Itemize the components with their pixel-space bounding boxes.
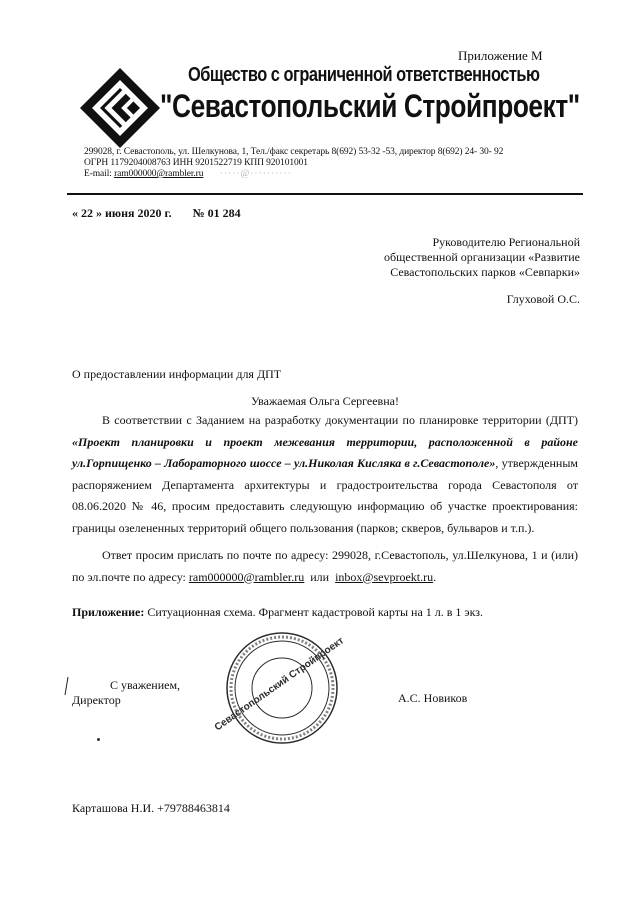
- closing-block: [72, 678, 180, 708]
- date-and-number: [72, 206, 241, 221]
- recipient-block: [360, 235, 580, 280]
- letterhead-divider: [67, 193, 583, 195]
- appendix-note: [72, 605, 483, 620]
- requisites-address-phones: 299028, г. Севастополь, ул. Шелкунова, 1, Тел./факс секретарь 8(692) 53-32 -53, директор 8(692) 24- 30- 92: [84, 147, 504, 157]
- ink-speck: [97, 738, 100, 741]
- p1-intro: В соответствии с Заданием на разработку документации по планировке территории (ДПТ): [102, 413, 578, 427]
- recipient-line1: Руководителю Региональной: [432, 235, 580, 249]
- appendix-note-text: Ситуационная схема. Фрагмент кадастровой карты на 1 л. в 1 экз.: [147, 605, 483, 619]
- body-paragraph-2: [72, 545, 578, 588]
- appendix-note-label: Приложение:: [72, 605, 145, 619]
- signer-position: Директор: [72, 693, 121, 707]
- salutation: Уважаемая Ольга Сергеевна!: [251, 394, 399, 408]
- regards: С уважением,: [110, 678, 181, 692]
- letter-date: « 22 » июня 2020 г.: [72, 206, 172, 220]
- p2-or: или: [310, 569, 330, 584]
- letter-subject: О предоставлении информации для ДПТ: [72, 367, 282, 381]
- recipient-line2: общественной организации «Развитие: [384, 250, 580, 264]
- recipient-line3: Севастопольских парков «Севпарки»: [390, 265, 580, 279]
- round-seal-stamp: [212, 630, 347, 746]
- body-paragraph-1: [72, 410, 578, 539]
- org-name-line1: Общество с ограниченной ответственностью: [188, 64, 540, 86]
- requisites-ogrn-inn-kpp: ОГРН 1179204008763 ИНН 9201522719 КПП 920101001: [84, 158, 308, 168]
- signer-name: А.С. Новиков: [398, 691, 468, 705]
- project-title: «Проект планировки и проект межевания территории, расположенной в районе ул.Горпищенко – Лабораторного шоссе – ул.Николая Кисляка в г.Севастополе»: [72, 434, 578, 470]
- letterhead-email-link[interactable]: ram000000@rambler.ru: [114, 169, 204, 179]
- letter-number: № 01 284: [192, 206, 241, 220]
- p2-intro: Ответ просим прислать по почте по адресу: 299028, г.Севастополь, ул.Шелкунова, 1 и (или) по эл.почте по адресу:: [72, 548, 578, 584]
- org-name-line2: "Севастопольский Стройпроект": [160, 88, 580, 124]
- appendix-label: Приложение М: [458, 48, 543, 63]
- email-link-sevproekt[interactable]: inbox@sevproekt.ru: [335, 569, 434, 584]
- margin-pen-mark: [62, 676, 72, 696]
- recipient-name: Глуховой О.С.: [506, 292, 580, 306]
- stamp-text: Севастопольский Стройпроект: [212, 635, 347, 734]
- email-label: E-mail:: [84, 169, 112, 179]
- p2-dot: .: [433, 569, 437, 584]
- faded-email-text: ·····@··········: [219, 169, 292, 179]
- requisites-email: [84, 169, 292, 179]
- p1-rest: , утвержденным распоряжением Департамента архитектуры и градостроительства города Севастополя от 08.06.2020 № 46, просим предоставить следующую информацию об участке проектирования: границы озелененных территорий общего пользования (парков; скверов, бульваров и т.п.).: [72, 456, 578, 535]
- company-logo-icon: [80, 68, 160, 148]
- contact-person: Карташова Н.И. +79788463814: [72, 801, 230, 815]
- letter-body: [72, 410, 578, 588]
- email-link-rambler[interactable]: ram000000@rambler.ru: [188, 569, 305, 584]
